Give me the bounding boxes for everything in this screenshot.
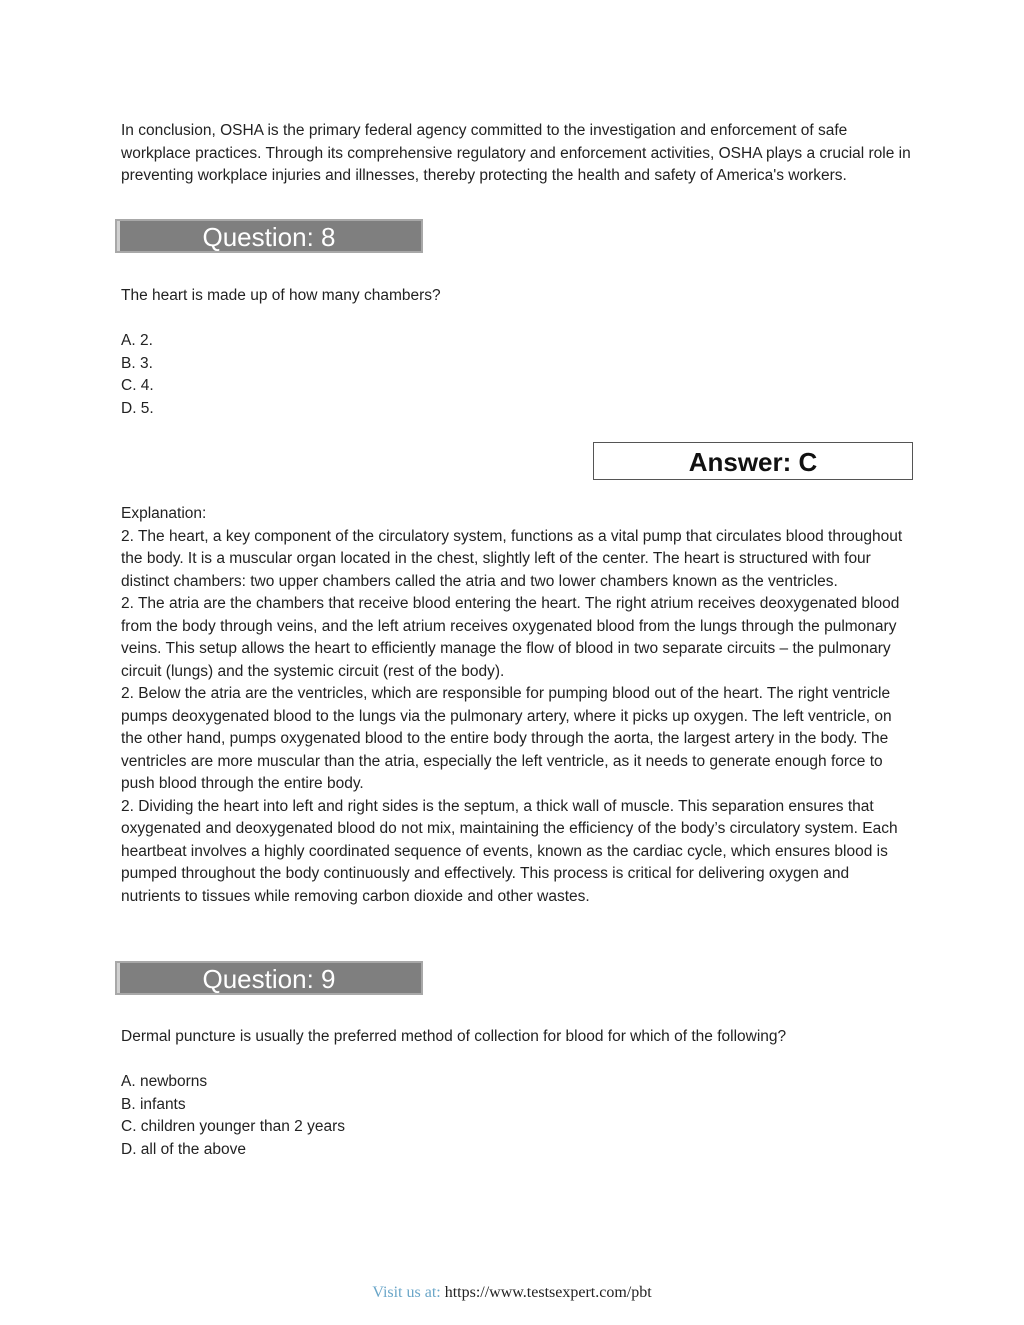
explanation-block xyxy=(121,503,911,908)
question-9-prompt-text: Dermal puncture is usually the preferred method of collection for blood for which of the following? xyxy=(121,1028,787,1045)
question-8-options xyxy=(121,330,154,420)
option-a: A. newborns xyxy=(121,1073,208,1090)
option-a: A. 2. xyxy=(121,332,153,349)
explanation-paragraph: 2. Below the atria are the ventricles, which are responsible for pumping blood out of the heart. The right ventricle pumps deoxygenated blood to the lungs via the pulmonary artery, where it picks up oxygen. The left ventricle, on the other hand, pumps oxygenated blood to the entire body through the aorta, the largest artery in the body. The ventricles are more muscular than the atria, especially the left ventricle, as it needs to generate enough force to push blood through the entire body. xyxy=(121,685,892,792)
question-8-prompt-text: The heart is made up of how many chambers? xyxy=(121,287,441,304)
explanation-paragraph: 2. Dividing the heart into left and right sides is the septum, a thick wall of muscle. This separation ensures that oxygenated and deoxygenated blood do not mix, maintaining the efficiency of the body’s circulatory system. Each heartbeat involves a highly coordinated sequence of events, known as the cardiac cycle, which ensures blood is pumped throughout the body continuously and effectively. This process is critical for delivering oxygen and nutrients to tissues while removing carbon dioxide and other wastes. xyxy=(121,797,898,905)
explanation-label: Explanation: xyxy=(121,505,207,522)
option-b: B. infants xyxy=(121,1095,186,1113)
explanation-paragraph: 2. The heart, a key component of the circulatory system, functions as a vital pump that circulates blood throughout the body. It is a muscular organ located in the chest, slightly left of the center. The heart is structured with four distinct chambers: two upper chambers called the atria and two lower chambers known as the ventricles. xyxy=(121,527,903,590)
option-c: C. 4. xyxy=(121,377,154,394)
footer xyxy=(0,1284,1024,1302)
option-c: C. children younger than 2 years xyxy=(121,1118,346,1135)
question-9-prompt xyxy=(121,1026,911,1049)
intro-text: In conclusion, OSHA is the primary federal agency committed to the investigation and enforcement of safe workplace practices. Through its comprehensive regulatory and enforcement activities, OSHA plays a crucial role in preventing workplace injuries and illnesses, thereby protecting the health and safety of America's workers. xyxy=(121,122,911,184)
question-9-header: Question: 9 xyxy=(115,961,423,995)
answer-box: Answer: C xyxy=(593,442,913,480)
option-d: D. all of the above xyxy=(121,1140,246,1158)
explanation-paragraph: 2. The atria are the chambers that receive blood entering the heart. The right atrium receives deoxygenated blood from the body through veins, and the left atrium receives oxygenated blood from the lungs through the pulmonary veins. This setup allows the heart to efficiently manage the flow of blood in two separate circuits – the pulmonary circuit (lungs) and the systemic circuit (rest of the body). xyxy=(121,595,900,680)
question-8-prompt xyxy=(121,285,911,308)
option-d: D. 5. xyxy=(121,399,154,417)
question-8-header: Question: 8 xyxy=(115,219,423,253)
intro-paragraph xyxy=(121,120,911,188)
question-9-options xyxy=(121,1071,345,1161)
option-b: B. 3. xyxy=(121,354,153,372)
footer-url-link[interactable]: https://www.testsexpert.com/pbt xyxy=(444,1284,652,1301)
footer-label: Visit us at: xyxy=(372,1284,445,1301)
